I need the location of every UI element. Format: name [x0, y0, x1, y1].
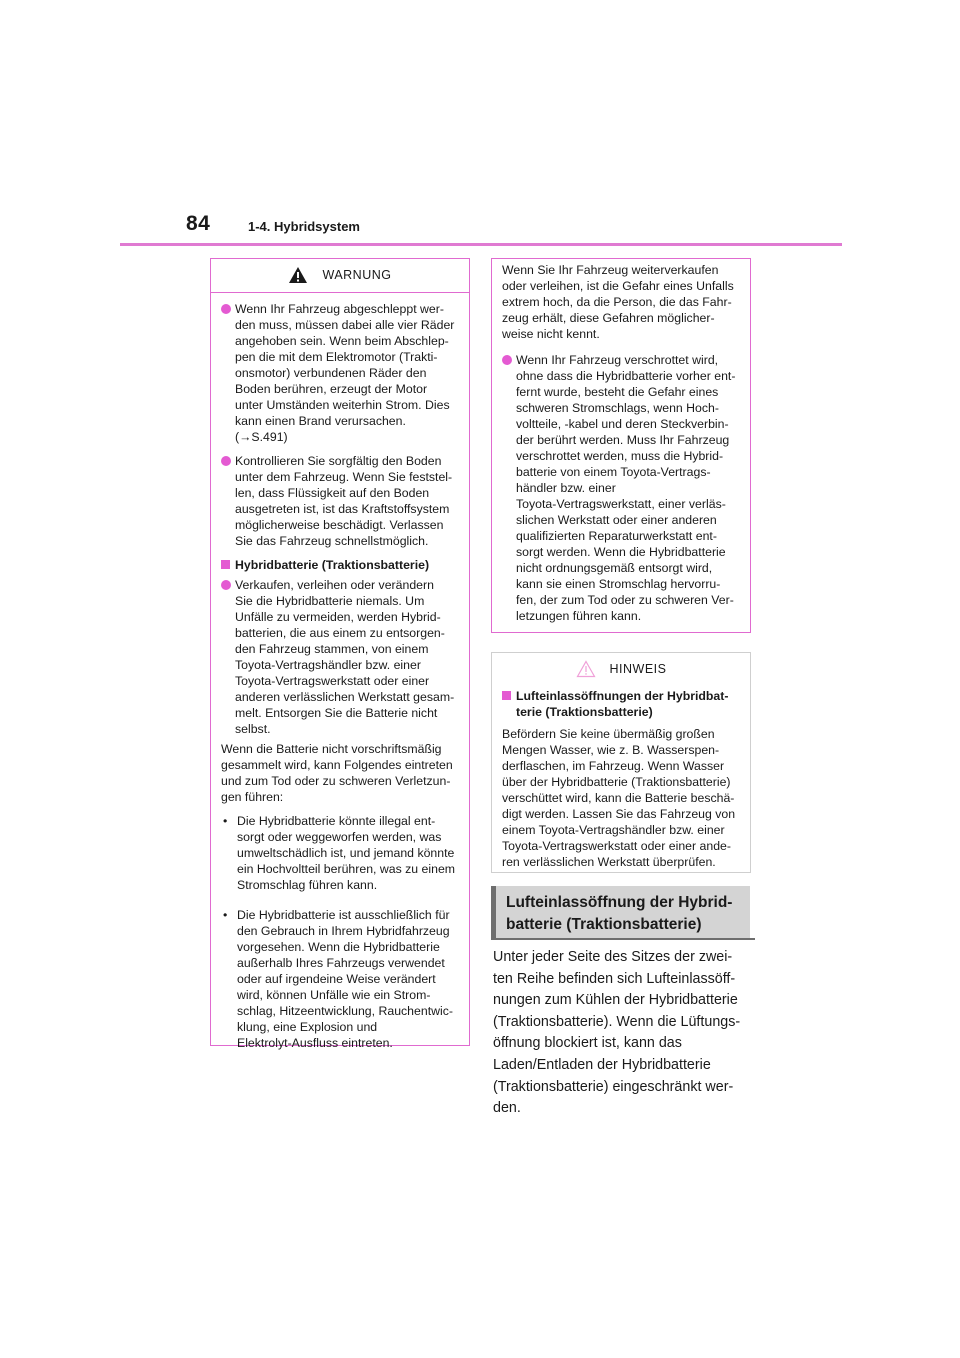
warning-item-leak [221, 453, 459, 549]
notice-box [491, 652, 751, 873]
section-heading [491, 886, 750, 938]
dash-marker: • [223, 814, 228, 828]
warning-dash-item-usage [221, 907, 459, 1051]
dash-item-text: Die Hybridbatterie ist ausschließlich für den Gebrauch in Ihrem Hybridfahrzeug vorgesehen. Wenn die Hybridbatterie außerhalb Ihres Fahrzeugs verwendet oder auf irgendeine Weise verändert wird, können Unfälle wie ein Strom- schlag, Hitzeentwicklung, Rauchentwic- klung, eine Explosion und Elektrolyt-Ausfluss eintreten. [237, 908, 453, 1050]
body-paragraph: Unter jeder Seite des Sitzes der zwei- ten Reihe befinden sich Lufteinlassöff- nungen zum Kühlen der Hybridbatterie (Traktionsbatterie). Wenn die Lüftungs- öffnung blockiert ist, kann das Laden/Entladen der Hybridbatterie (Traktionsbatterie) eingeschränkt wer- den. [493, 949, 741, 1117]
warning-item-text: Verkaufen, verleihen oder verändern Sie die Hybridbatterie niemals. Um Unfälle zu vermeiden, werden Hybrid- batterien, die aus einem zu entsorgen- den Fahrzeug stammen, von einem Toyota-Vertragshändler bzw. einer Toyota-Vertragswerkstatt oder einer anderen verlässlichen Werkstatt gesam- melt. Entsorgen Sie die Batterie nicht selbst. [235, 578, 455, 736]
warning-title: WARNUNG [322, 268, 392, 282]
section-heading-underline [491, 938, 755, 940]
bullet-square-icon [502, 691, 511, 700]
notice-subheading [502, 688, 740, 720]
notice-header [492, 653, 750, 686]
continuation-item-text: Wenn Ihr Fahrzeug verschrottet wird, ohne dass die Hybridbatterie vorher ent- fernt wurde, besteht die Gefahr eines schweren Stromschlags, wenn Hoch- voltteile, -kabel und deren Steckverbin- der berührt werden. Muss Ihr Fahrzeug verschrottet werden, muss die Hybrid- batterie von einem Toyota-Vertrags- händler bzw. einer Toyota-Vertragswerkstatt, einer verläs- slichen Werkstatt oder einer anderen qualifizierten Reparaturwerkstatt ent- sorgt werden. Wenn die Hybridbatterie nicht ordnungsgemäß entsorgt wird, kann sie einen Stromschlag hervorru- fen, der zum Tod oder zu schweren Ver- letzungen führen kann. [516, 353, 736, 623]
warning-item-towing [221, 301, 459, 445]
warning-icon [288, 266, 308, 284]
dash-marker: • [223, 908, 228, 922]
subheading-text: Hybridbatterie (Traktionsbatterie) [235, 558, 430, 572]
warning-paragraph: Wenn die Batterie nicht vorschriftsmäßig gesammelt wird, kann Folgendes eintreten und zum Tod oder zu schweren Verletzun- gen führen: [221, 742, 453, 804]
notice-paragraph: Befördern Sie keine übermäßig großen Mengen Wasser, wie z. B. Wasserspen- derflaschen, im Fahrzeug. Wenn Wasser über der Hybridbatterie (Traktionsbatterie) verschüttet wird, kann die Batterie beschä- digt werden. Lassen Sie das Fahrzeug von einem Toyota-Vertragshändler bzw. einer Toyota-Vertragswerkstatt oder einer ande- ren verlässlichen Werkstatt überprüfen. [502, 727, 736, 869]
warning-dash-item-disposal [221, 813, 459, 893]
warning-continuation-box [491, 258, 751, 633]
warning-item-text: Wenn Ihr Fahrzeug abgeschleppt wer- den muss, müssen dabei alle vier Räder angehoben sein. Wenn beim Abschlep- pen die mit dem Elektromotor (Trakti- onsmotor) verbundenen Räder den Boden berühren, erzeugt der Motor unter Umständen weiterhin Strom. Dies kann einen Brand verursachen. (→S.491) [235, 302, 455, 444]
header-rule [120, 243, 842, 246]
warning-box [210, 258, 470, 1050]
notice-title: HINWEIS [609, 662, 667, 676]
bullet-dot-icon [502, 355, 512, 365]
warning-item-battery [221, 577, 459, 737]
section-heading-text: Lufteinlassöffnung der Hybrid- batterie (Traktionsbatterie) [506, 894, 733, 933]
bullet-dot-icon [221, 580, 231, 590]
bullet-square-icon [221, 560, 230, 569]
page-number: 84 [186, 212, 211, 235]
warning-header [211, 259, 469, 293]
section-title: 1-4. Hybridsystem [248, 219, 360, 234]
subheading-text: Lufteinlassöffnungen der Hybridbat- terie (Traktionsbatterie) [516, 689, 729, 719]
bullet-dot-icon [221, 304, 231, 314]
continuation-paragraph: Wenn Sie Ihr Fahrzeug weiterverkaufen oder verleihen, ist die Gefahr eines Unfalls extrem hoch, da die Person, die das Fahr- zeug erhält, diese Gefahren möglicher- weise nicht kennt. [502, 263, 734, 341]
warning-subheading [221, 557, 459, 573]
caution-icon [576, 660, 596, 678]
warning-item-text: Kontrollieren Sie sorgfältig den Boden unter dem Fahrzeug. Wenn Sie feststel- len, dass Flüssigkeit auf den Boden ausgetreten ist, ist das Kraftstoffsystem möglicherweise beschädigt. Verlassen Sie das Fahrzeug schnellstmöglich. [235, 454, 453, 548]
dash-item-text: Die Hybridbatterie könnte illegal ent- sorgt oder weggeworfen werden, was umweltschädlich ist, und jemand könnte ein Hochvoltteil berühren, was zu einem Stromschlag führen kann. [237, 814, 456, 892]
bullet-dot-icon [221, 456, 231, 466]
continuation-item-scrapping [502, 352, 740, 624]
